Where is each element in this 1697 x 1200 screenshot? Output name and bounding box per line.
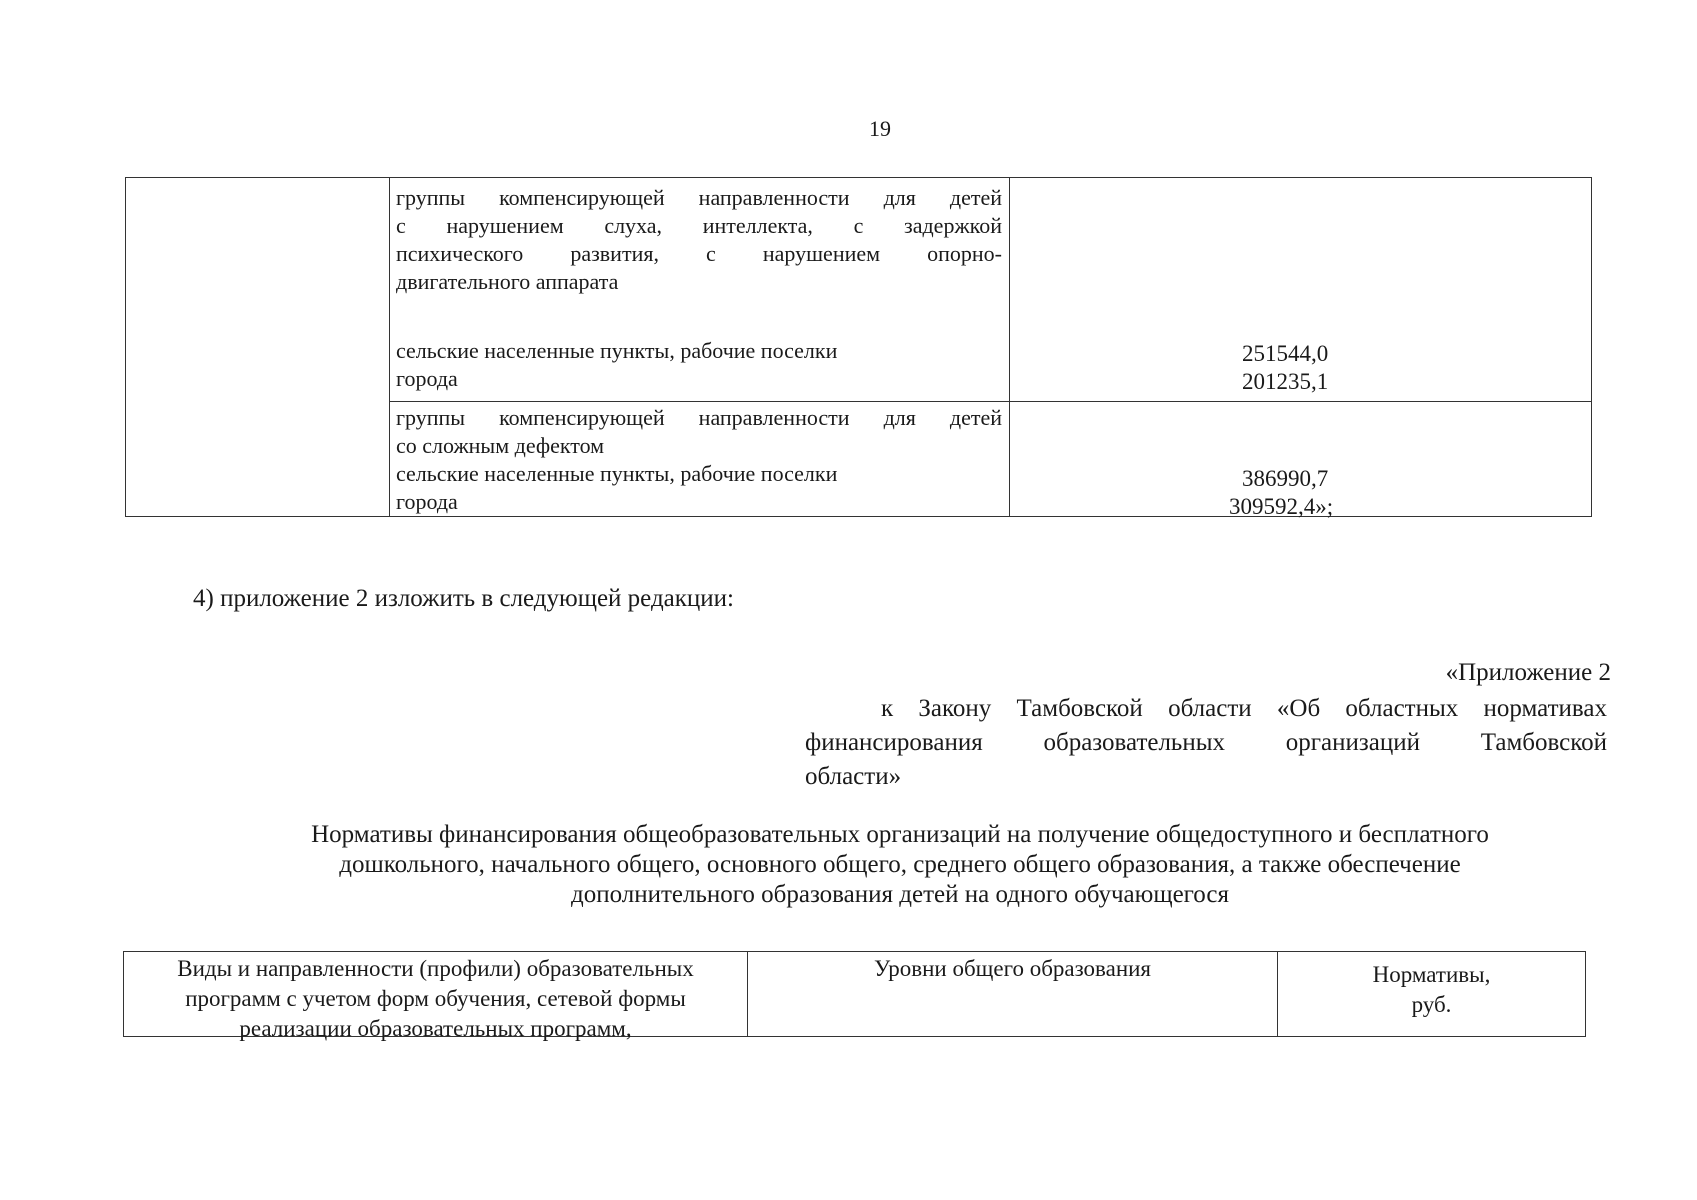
text-line: с нарушением слуха, интеллекта, с задержкой (396, 213, 1002, 238)
text-line: к Закону Тамбовской области «Об областных нормативах (881, 695, 1607, 722)
page-number: 19 (869, 116, 891, 141)
text-line: Виды и направленности (профили) образовательных (177, 956, 694, 981)
group2-settlements (396, 460, 1002, 516)
text-line: Нормативы, (1372, 962, 1491, 987)
text-line: Уровни общего образования (873, 956, 1152, 981)
heading-line: дошкольного, начального общего, основного общего, среднего общего образования, а также обеспечение (339, 851, 1461, 878)
norms-table-header (123, 951, 1586, 1041)
text-line: двигательного аппарата (396, 269, 619, 294)
group1-description (396, 184, 1002, 296)
text-line: руб. (1411, 992, 1452, 1017)
settlement-rural: сельские населенные пункты, рабочие поселки (396, 338, 838, 363)
text-line: группы компенсирующей направленности для детей (396, 185, 1002, 210)
value-group2-rural: 386990,7 (1242, 466, 1329, 491)
table-cell-description (390, 178, 1010, 516)
row-divider (390, 401, 1591, 402)
value-group1-city: 201235,1 (1242, 369, 1329, 394)
text-line: области» (805, 763, 902, 790)
settlement-city: города (396, 366, 458, 391)
table-cell-values (1010, 178, 1591, 519)
group1-settlements (396, 337, 1002, 393)
heading-line: дополнительного образования детей на одного обучающегося (570, 881, 1230, 908)
text-line: группы компенсирующей направленности для детей (396, 405, 1002, 430)
settlement-rural: сельские населенные пункты, рабочие поселки (396, 461, 838, 486)
norms-table-continuation (125, 177, 1592, 517)
text-line: психического развития, с нарушением опорно- (396, 241, 1002, 266)
settlement-city: города (396, 489, 458, 514)
table-cell-empty (126, 178, 390, 516)
text-line: реализации образовательных программ, (239, 1016, 632, 1041)
appendix-title: «Приложение 2 (1445, 659, 1611, 686)
instruction-paragraph: 4) приложение 2 изложить в следующей редакции: (193, 585, 734, 612)
value-group2-city: 309592,4»; (1229, 494, 1334, 519)
header-education-levels (748, 952, 1278, 1036)
group2-description (396, 404, 1002, 460)
appendix-reference (805, 692, 1607, 794)
header-program-types (124, 952, 748, 1041)
text-line: со сложным дефектом (396, 433, 605, 458)
header-norms (1278, 952, 1585, 1036)
text-line: программ с учетом форм обучения, сетевой формы (185, 986, 686, 1011)
value-group1-rural: 251544,0 (1242, 341, 1329, 366)
document-heading (200, 820, 1600, 910)
heading-line: Нормативы финансирования общеобразовательных организаций на получение общедоступного и бесплатного (311, 821, 1489, 848)
text-line: финансирования образовательных организаций Тамбовской (805, 729, 1607, 756)
